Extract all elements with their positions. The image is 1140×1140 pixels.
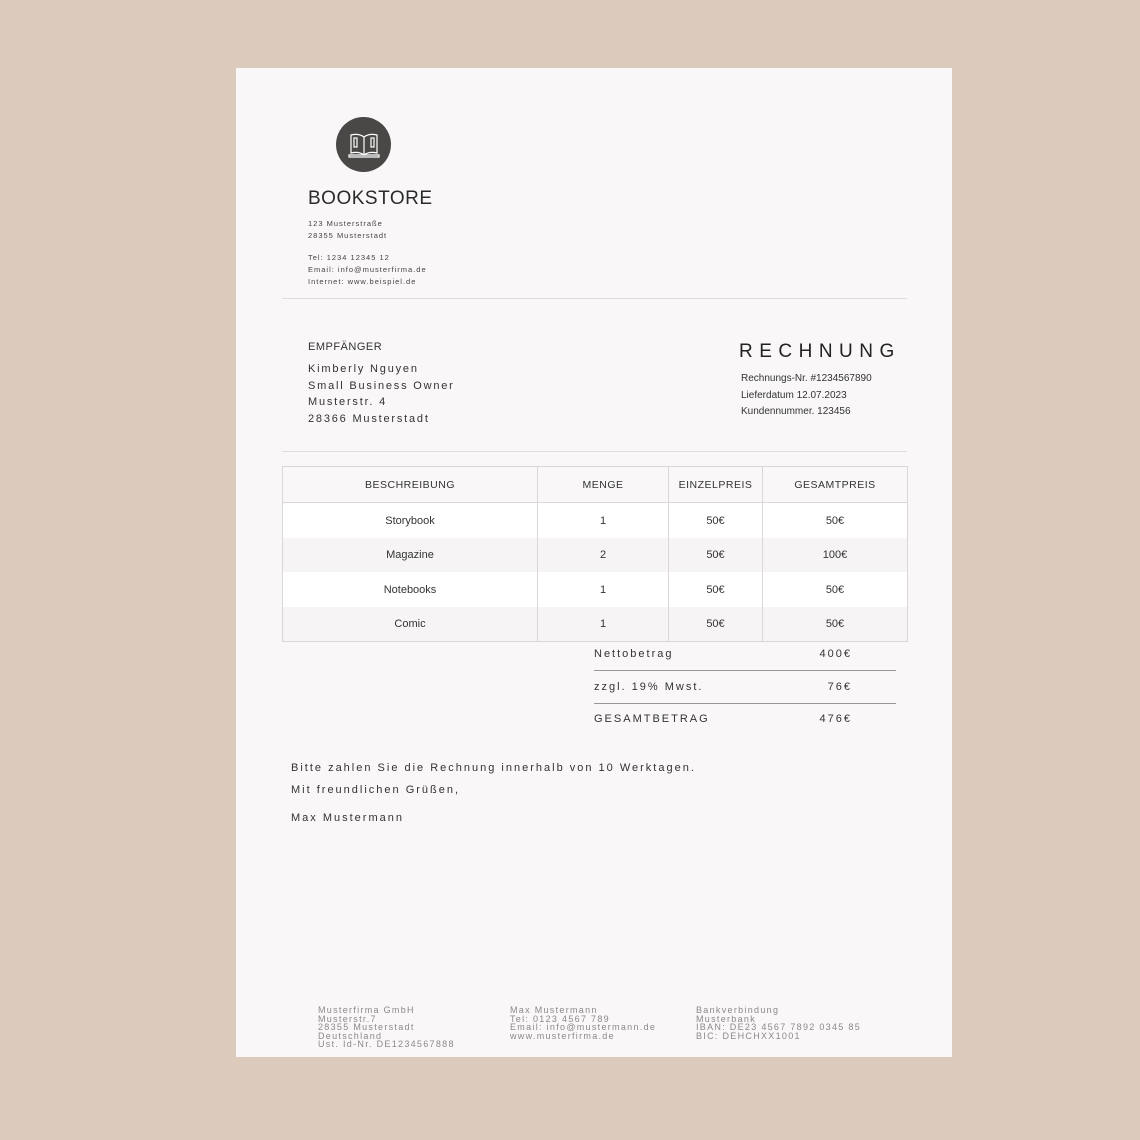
item-total: 50€ — [763, 572, 908, 607]
recipient-role: Small Business Owner — [308, 379, 455, 392]
recipient-name: Kimberly Nguyen — [308, 363, 419, 375]
address-line: 123 Musterstraße — [308, 219, 383, 228]
column-header: EINZELPREIS — [669, 467, 763, 503]
item-description: Comic — [283, 607, 538, 642]
footer-contact — [510, 1006, 656, 1040]
payment-note: Bitte zahlen Sie die Rechnung innerhalb von 10 Werktagen. — [291, 762, 696, 774]
item-quantity: 1 — [538, 572, 669, 607]
invoice-title: RECHNUNG — [739, 341, 901, 362]
footer-line: Bankverbindung — [696, 1005, 780, 1015]
company-address — [308, 218, 387, 242]
item-total: 100€ — [763, 538, 908, 572]
item-total: 50€ — [763, 503, 908, 539]
footer-line: Musterstr.7 — [318, 1013, 377, 1024]
net-amount-value: 400€ — [819, 648, 852, 660]
invoice-page — [236, 68, 952, 1057]
signature-name: Max Mustermann — [291, 812, 404, 824]
footer-line: IBAN: DE23 4567 7892 0345 85 — [696, 1022, 861, 1032]
item-quantity: 2 — [538, 538, 669, 572]
item-total: 50€ — [763, 607, 908, 642]
recipient-city: 28366 Musterstadt — [308, 412, 430, 425]
footer-line: Email: info@mustermann.de — [510, 1022, 657, 1032]
footer-bank — [696, 1006, 861, 1040]
column-header: GESAMTPREIS — [763, 467, 908, 503]
recipient-label: EMPFÄNGER — [308, 341, 383, 353]
footer-line: 28355 Musterstadt — [318, 1022, 415, 1032]
open-book-icon — [348, 131, 380, 159]
table-row — [283, 572, 908, 607]
total-amount-label: GESAMTBETRAG — [594, 713, 710, 725]
table-row — [283, 538, 908, 572]
footer-line: Max Mustermann — [510, 1005, 598, 1015]
item-quantity: 1 — [538, 503, 669, 539]
item-unit-price: 50€ — [669, 572, 763, 607]
item-description: Magazine — [283, 538, 538, 572]
company-logo — [336, 117, 391, 172]
footer-line: Ust. Id-Nr. DE1234567888 — [318, 1039, 455, 1049]
item-unit-price: 50€ — [669, 503, 763, 539]
address-line: 28355 Musterstadt — [308, 231, 388, 240]
footer-company — [318, 1006, 455, 1049]
item-description: Storybook — [283, 503, 538, 539]
column-header: MENGE — [538, 467, 669, 503]
table-header-row — [283, 467, 908, 503]
company-contact — [308, 252, 427, 288]
totals-divider — [594, 703, 896, 704]
footer-line: BIC: DEHCHXX1001 — [696, 1030, 801, 1041]
column-header: BESCHREIBUNG — [283, 467, 538, 503]
vat-value: 76€ — [827, 681, 852, 693]
invoice-meta — [741, 371, 872, 421]
closing-text — [291, 758, 696, 801]
divider — [282, 298, 907, 299]
items-table — [282, 466, 908, 642]
item-description: Notebooks — [283, 572, 538, 607]
item-unit-price: 50€ — [669, 607, 763, 642]
total-amount-value: 476€ — [819, 713, 852, 725]
totals-divider — [594, 670, 896, 671]
footer-line: Tel: 0123 4567 789 — [510, 1013, 610, 1024]
recipient-address — [308, 361, 455, 427]
delivery-date: Lieferdatum 12.07.2023 — [741, 389, 847, 401]
invoice-number: Rechnungs-Nr. #1234567890 — [741, 373, 872, 384]
customer-number: Kundennummer. 123456 — [741, 406, 851, 417]
footer-line: Musterfirma GmbH — [318, 1005, 415, 1015]
vat-label: zzgl. 19% Mwst. — [594, 681, 704, 693]
table-row — [283, 503, 908, 539]
footer-line: www.musterfirma.de — [510, 1030, 615, 1041]
footer-line: Musterbank — [696, 1013, 757, 1024]
item-unit-price: 50€ — [669, 538, 763, 572]
net-amount-label: Nettobetrag — [594, 648, 674, 660]
greeting: Mit freundlichen Grüßen, — [291, 783, 461, 796]
table-row — [283, 607, 908, 642]
website-line: Internet: www.beispiel.de — [308, 277, 417, 286]
divider — [282, 451, 907, 452]
company-name: BOOKSTORE — [308, 188, 433, 209]
item-quantity: 1 — [538, 607, 669, 642]
phone-line: Tel: 1234 12345 12 — [308, 253, 390, 262]
email-line: Email: info@musterfirma.de — [308, 265, 427, 274]
footer-line: Deutschland — [318, 1030, 383, 1041]
recipient-street: Musterstr. 4 — [308, 396, 388, 408]
